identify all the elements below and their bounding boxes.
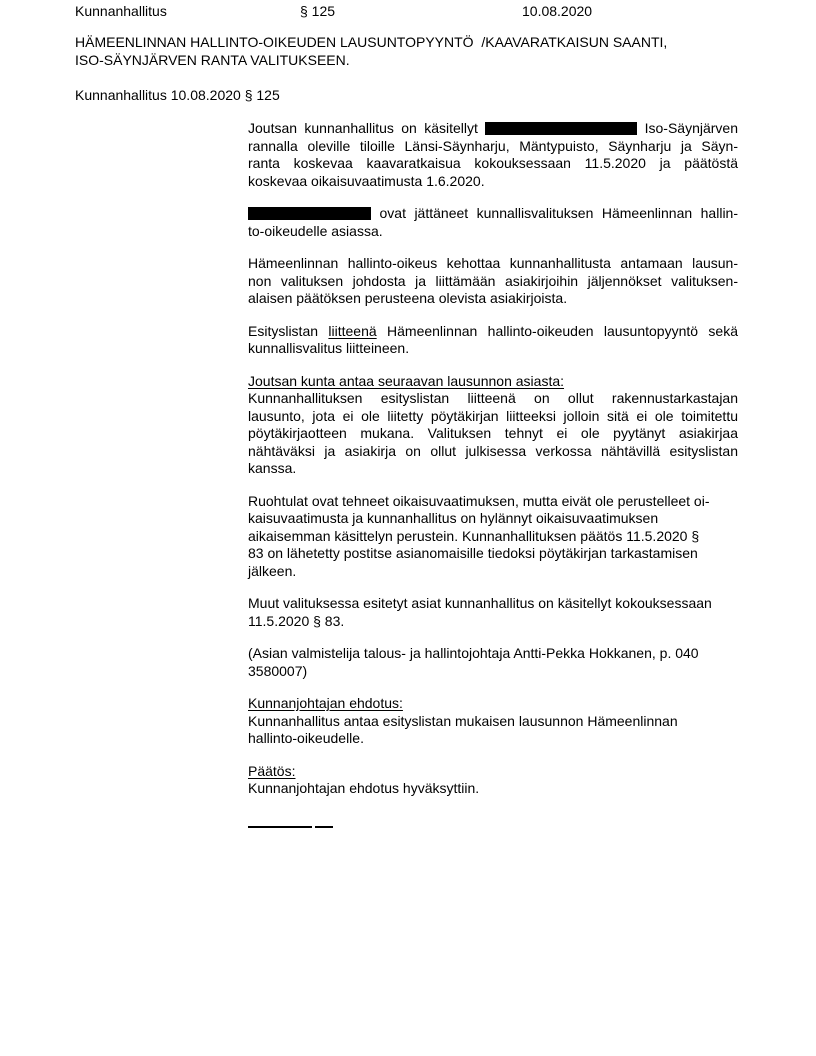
text-line xyxy=(248,510,738,528)
text-line xyxy=(248,595,738,613)
text-line xyxy=(248,290,738,308)
signature-rule-segment xyxy=(248,826,312,828)
text-line xyxy=(248,173,738,191)
text-segment: nähtäväksi ja asiakirja on ollut julkisessa verkossa nähtävillä esityslistan xyxy=(248,442,738,459)
text-line xyxy=(248,138,738,156)
document-title xyxy=(75,34,765,69)
text-line xyxy=(248,645,738,663)
paragraph-4 xyxy=(248,323,738,358)
header-date: 10.08.2020 xyxy=(522,3,593,19)
text-segment: (Asian valmistelija talous- ja hallintojohtaja Antti-Pekka Hokkanen, p. 040 xyxy=(248,645,699,661)
redaction-bar xyxy=(485,122,637,135)
header-committee: Kunnanhallitus xyxy=(75,3,167,19)
text-segment: Iso-Säynjärven xyxy=(637,120,738,136)
paragraph-2 xyxy=(248,205,738,240)
paragraph-5 xyxy=(248,373,738,478)
text-line xyxy=(248,780,738,798)
paragraph-6 xyxy=(248,493,738,581)
text-segment: ovat jättäneet kunnallisvalituksen Hämeenlinnan hallin- xyxy=(371,205,738,221)
text-segment: 83 on lähetetty postitse asianomaisille tiedoksi pöytäkirjan tarkastamisen xyxy=(248,545,698,561)
text-segment: lausunto, jota ei ole liitetty pöytäkirjan liitteeksi jolloin sitä ei ole toimitettu xyxy=(248,407,738,424)
underlined-text: Päätös: xyxy=(248,762,296,779)
text-line xyxy=(248,373,738,391)
text-segment: kunnallisvalitus liitteineen. xyxy=(248,340,410,356)
underlined-text: liitteenä xyxy=(328,322,377,339)
text-segment: Hämeenlinnan hallinto-oikeus kehottaa kunnanhallitusta antamaan lausun- xyxy=(248,255,738,271)
text-line xyxy=(248,713,738,731)
text-segment: kaisuvaatimusta ja kunnanhallitus on hylännyt oikaisuvaatimuksen xyxy=(248,510,659,526)
text-line xyxy=(248,408,738,426)
underlined-text: Kunnanjohtajan ehdotus: xyxy=(248,695,403,711)
text-line xyxy=(248,763,738,781)
text-segment: jälkeen. xyxy=(248,562,297,579)
text-line xyxy=(248,120,738,138)
text-segment: aikaisemman käsittelyn perustein. Kunnanhallituksen päätös 11.5.2020 § xyxy=(248,527,700,544)
text-segment: Hämeenlinnan hallinto-oikeuden lausuntopyyntö sekä xyxy=(376,322,738,339)
title-line: ISO-SÄYNJÄRVEN RANTA VALITUKSEEN. xyxy=(75,51,350,68)
text-line xyxy=(248,730,738,748)
text-segment: 11.5.2020 § 83. xyxy=(248,612,345,629)
text-line xyxy=(248,493,738,511)
text-segment: Kunnanjohtajan ehdotus hyväksyttiin. xyxy=(248,780,480,796)
paragraph-1 xyxy=(248,120,738,190)
text-segment: hallinto-oikeudelle. xyxy=(248,730,364,746)
paragraph-3 xyxy=(248,255,738,308)
text-line xyxy=(248,545,738,563)
text-line xyxy=(248,205,738,223)
text-segment: Esityslistan xyxy=(248,322,329,339)
document-body xyxy=(248,120,738,813)
text-line xyxy=(248,323,738,341)
paragraph-8 xyxy=(248,645,738,680)
paragraph-10 xyxy=(248,763,738,798)
text-line xyxy=(248,155,738,173)
text-segment: non valituksen johdosta ja liittämään asiakirjoihin jäljennökset valituksen- xyxy=(248,272,738,289)
title-line: HÄMEENLINNAN HALLINTO-OIKEUDEN LAUSUNTOPYYNTÖ /KAAVARATKAISUN SAANTI, xyxy=(75,34,668,50)
text-segment: pöytäkirjaotteen mukana. Valituksen tehnyt ei ole pyytänyt asiakirjaa xyxy=(248,425,738,441)
document-header xyxy=(0,3,816,21)
text-segment: Joutsan kunnanhallitus on käsitellyt xyxy=(248,120,486,136)
redaction-bar xyxy=(248,207,371,220)
text-line xyxy=(248,613,738,631)
text-segment: ranta koskevaa kaavaratkaisua kokouksessaan 11.5.2020 ja päätöstä xyxy=(248,155,738,171)
text-segment: alaisen päätöksen perusteena olevista asiakirjoista. xyxy=(248,290,568,306)
paragraph-7 xyxy=(248,595,738,630)
text-line xyxy=(248,425,738,443)
signature-rule-segment xyxy=(315,826,333,828)
header-section-number: § 125 xyxy=(300,3,336,19)
text-line xyxy=(248,563,738,581)
text-segment: Kunnanhallitus antaa esityslistan mukaisen lausunnon Hämeenlinnan xyxy=(248,712,678,729)
text-segment: Kunnanhallituksen esityslistan liitteenä on ollut rakennustarkastajan xyxy=(248,390,738,406)
text-line xyxy=(248,663,738,681)
text-segment: to-oikeudelle asiassa. xyxy=(248,222,383,239)
text-segment: Muut valituksessa esitetyt asiat kunnanhallitus on käsitellyt kokouksessaan xyxy=(248,595,712,611)
text-line xyxy=(248,255,738,273)
text-line xyxy=(248,695,738,713)
text-segment: 3580007) xyxy=(248,662,308,679)
text-line xyxy=(248,223,738,241)
section-reference: Kunnanhallitus 10.08.2020 § 125 xyxy=(75,87,280,103)
text-line xyxy=(248,340,738,358)
text-segment: rannalla oleville tiloille Länsi-Säynharju, Mäntypuisto, Säynharju ja Säyn- xyxy=(248,137,738,154)
text-line xyxy=(248,390,738,408)
text-line xyxy=(248,443,738,461)
signature-line xyxy=(248,826,333,844)
text-line xyxy=(248,528,738,546)
underlined-text: Joutsan kunta antaa seuraavan lausunnon asiasta: xyxy=(248,372,565,389)
text-line xyxy=(248,460,738,478)
paragraph-9 xyxy=(248,695,738,748)
text-segment: kanssa. xyxy=(248,460,297,476)
text-line xyxy=(248,273,738,291)
text-segment: koskevaa oikaisuvaatimusta 1.6.2020. xyxy=(248,172,485,189)
text-segment: Ruohtulat ovat tehneet oikaisuvaatimuksen, mutta eivät ole perustelleet oi- xyxy=(248,492,710,509)
